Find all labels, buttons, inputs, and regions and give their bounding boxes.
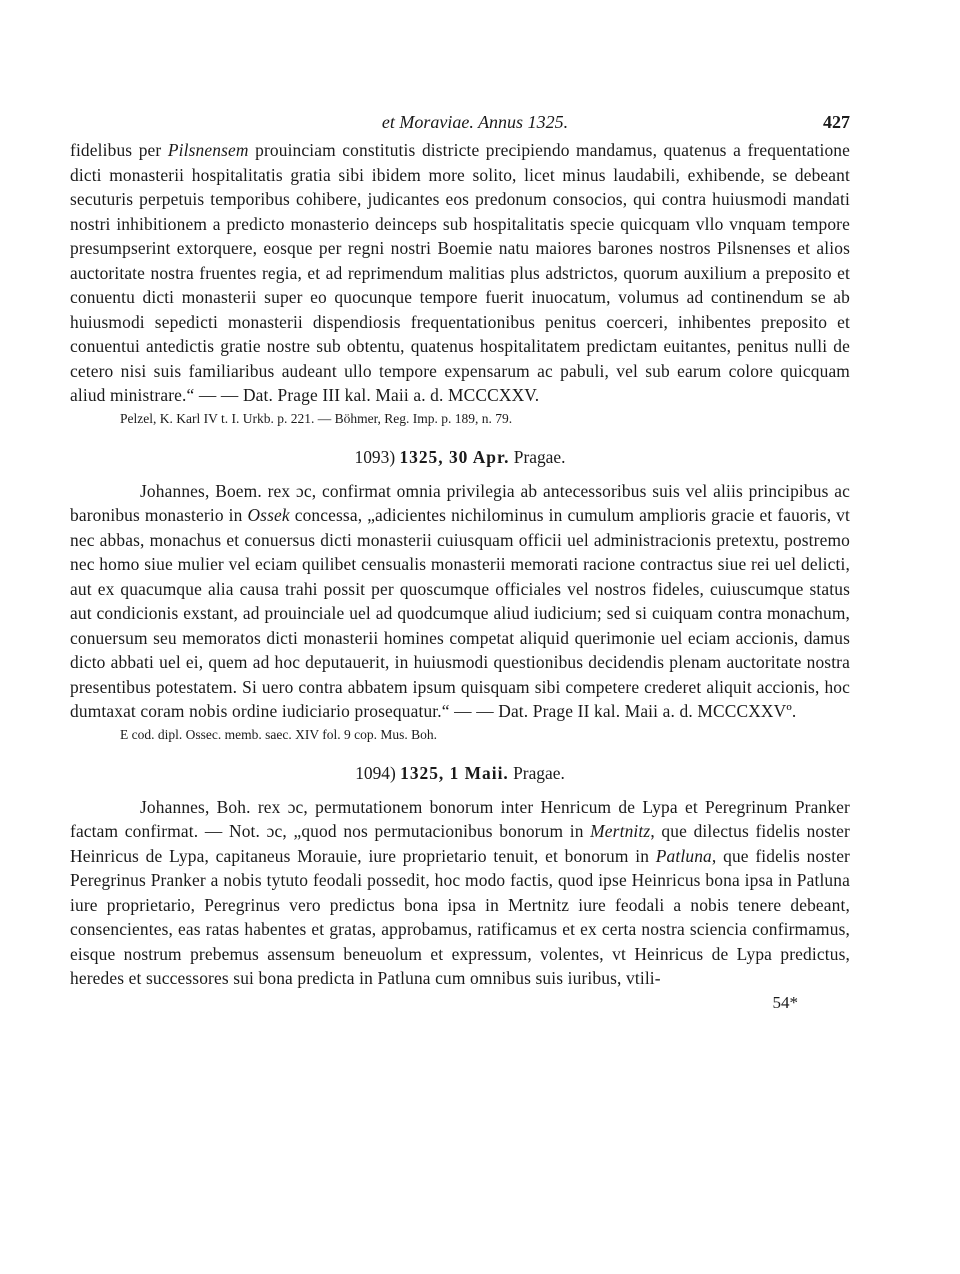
text-run: Johannes, Boh. rex ɔc, permutationem bonorum inter Henricum de Lypa et Peregrinum Pranker factam confirmat. — Not. ɔc, „quod nos permutacionibus bonorum in [70,796,850,841]
document-heading-1094 [70,761,850,785]
document-date: 1325, 1 Maii. [400,762,509,783]
document-place: Pragae. [513,446,566,467]
document-heading-1093 [70,445,850,469]
page-header [70,112,850,138]
text-run: Johannes, Boem. rex ɔc, confirmat omnia privilegia ab antecessoribus suis vel aliis principibus ac baronibus monasterio in [70,480,850,525]
place-name: Patluna [655,845,712,866]
document-place: Pragae. [513,762,565,783]
source-citation: Pelzel, K. Karl IV t. I. Urkb. p. 221. — Böhmer, Reg. Imp. p. 189, n. 79. [120,410,513,426]
place-name: Mertnitz [590,821,651,841]
running-head: et Moraviae. Annus 1325. [381,112,569,132]
text-run: prouinciam constitutis districte precipiendo mandamus, quatenus a frequentatione dicti monasterii hospitalitatis gratia sibi ibidem more solito, licet minus laudabili, exhibende, se debeant secuturis perpetuis temporibus cohibere, judicantes eos predonum consocios, qui contra huiusmodi mandati nostri inhibitionem a predicto monasterio deinceps sub hospitalitatis specie quicquam vllo vnquam tempore presumpserint extorquere, eosque per regni nostri Boemie natu maiores barones nostros Pilsnenses et alios auctoritate nostra fruentes regia, et ad reprimendum malitias plus adstrictos, quorum auxilium a preposito et conuentu dicti monasterii super eo quocunque tempore fuerit inuocatum, volumus ad continendum se ab huiusmodi sepedicti monasterii dispendiosis frequentationibus penitus coerceri, inhibentes preposito et conuentui antedictis gratie nostre sub obtentu, quatenus hospitalitatem predictam euitantes, penitus nulli de cetero nisi suis familiaribus audeant ullo tempore expensarum ac pabuli, vel sub earum colore quicquam aliud ministrare.“ — — Dat. Prage III kal. Maii a. d. MCCCXXV. [70,140,851,405]
source-citation: E cod. dipl. Ossec. memb. saec. XIV fol. 9 cop. Mus. Boh. [120,726,437,742]
document-number: 1093) [354,446,396,467]
place-name: Pilsnensem [167,140,249,160]
text-run: concessa, „adicientes nichilominus in cumulum amplioris gracie et fauoris, vt nec abbas, monachus et conuersus dicti monasterii cuiusquam officii uel administracionis pretextu, postremo nec homo siue mulier vel eciam quilibet censualis monasterii memorati racione contractus siue rei uel delicti, aut ex quacumque alia causa trahi possit per quoscumque officiales vel nostros fideles, cuiuscumque status aut condicionis exstant, ad prouinciale uel ad quodcumque aliud iudicium; sed si cuiquam contra monachum, conuersum seu memoratos dicti monasterii homines competat aliquid querimonie uel eciam accionis, damus dicto abbati uel ei, quem ad hoc deputauerit, in huiusmodi questionibus decidendis plenam auctoritate nostra presentibus potestatem. Si uero contra abbatem ipsum quisquam sibi competere crederet aliquit accionis, hoc dumtaxat coram nobis ordine iudiciario prosequatur.“ — — Dat. Prage II kal. Maii a. d. MCCCXXVº. [70,505,850,721]
text-run: fidelibus per [70,140,168,160]
text-run: , que dilectus fidelis noster Heinricus de Lypa, capitaneus Morauie, iure proprietario tenuit, et bonorum in [70,821,850,866]
signature-mark: 54* [772,992,798,1012]
paragraph-continued [70,138,850,408]
document-date: 1325, 30 Apr. [399,446,510,467]
text-run: , que fidelis noster Peregrinus Pranker a nobis tytuto feodali possedit, hoc modo factis, quod ipse Heinricus bona ipsa in Patluna iure proprietario, Peregrinus vero predictus bona ipsa in Mertnitz iure feodali a nobis tenere debeant, consencientes, eas ratas habentes et gratas, approbamus, ratificamus et ex certa nostra sciencia confirmamus, eisque nostrum prebemus assensum beneuolum et expressum, volentes, vt Heinricus de Lypa predictus, heredes et successores sui bona predicta in Patluna cum omnibus suis iuribus, vtili- [70,845,850,988]
place-name: Ossek [247,505,290,525]
document-number: 1094) [355,762,396,783]
page-number: 427 [823,112,850,132]
paragraph-1093 [70,479,850,724]
document-page [70,112,850,1013]
paragraph-1094 [70,795,850,991]
